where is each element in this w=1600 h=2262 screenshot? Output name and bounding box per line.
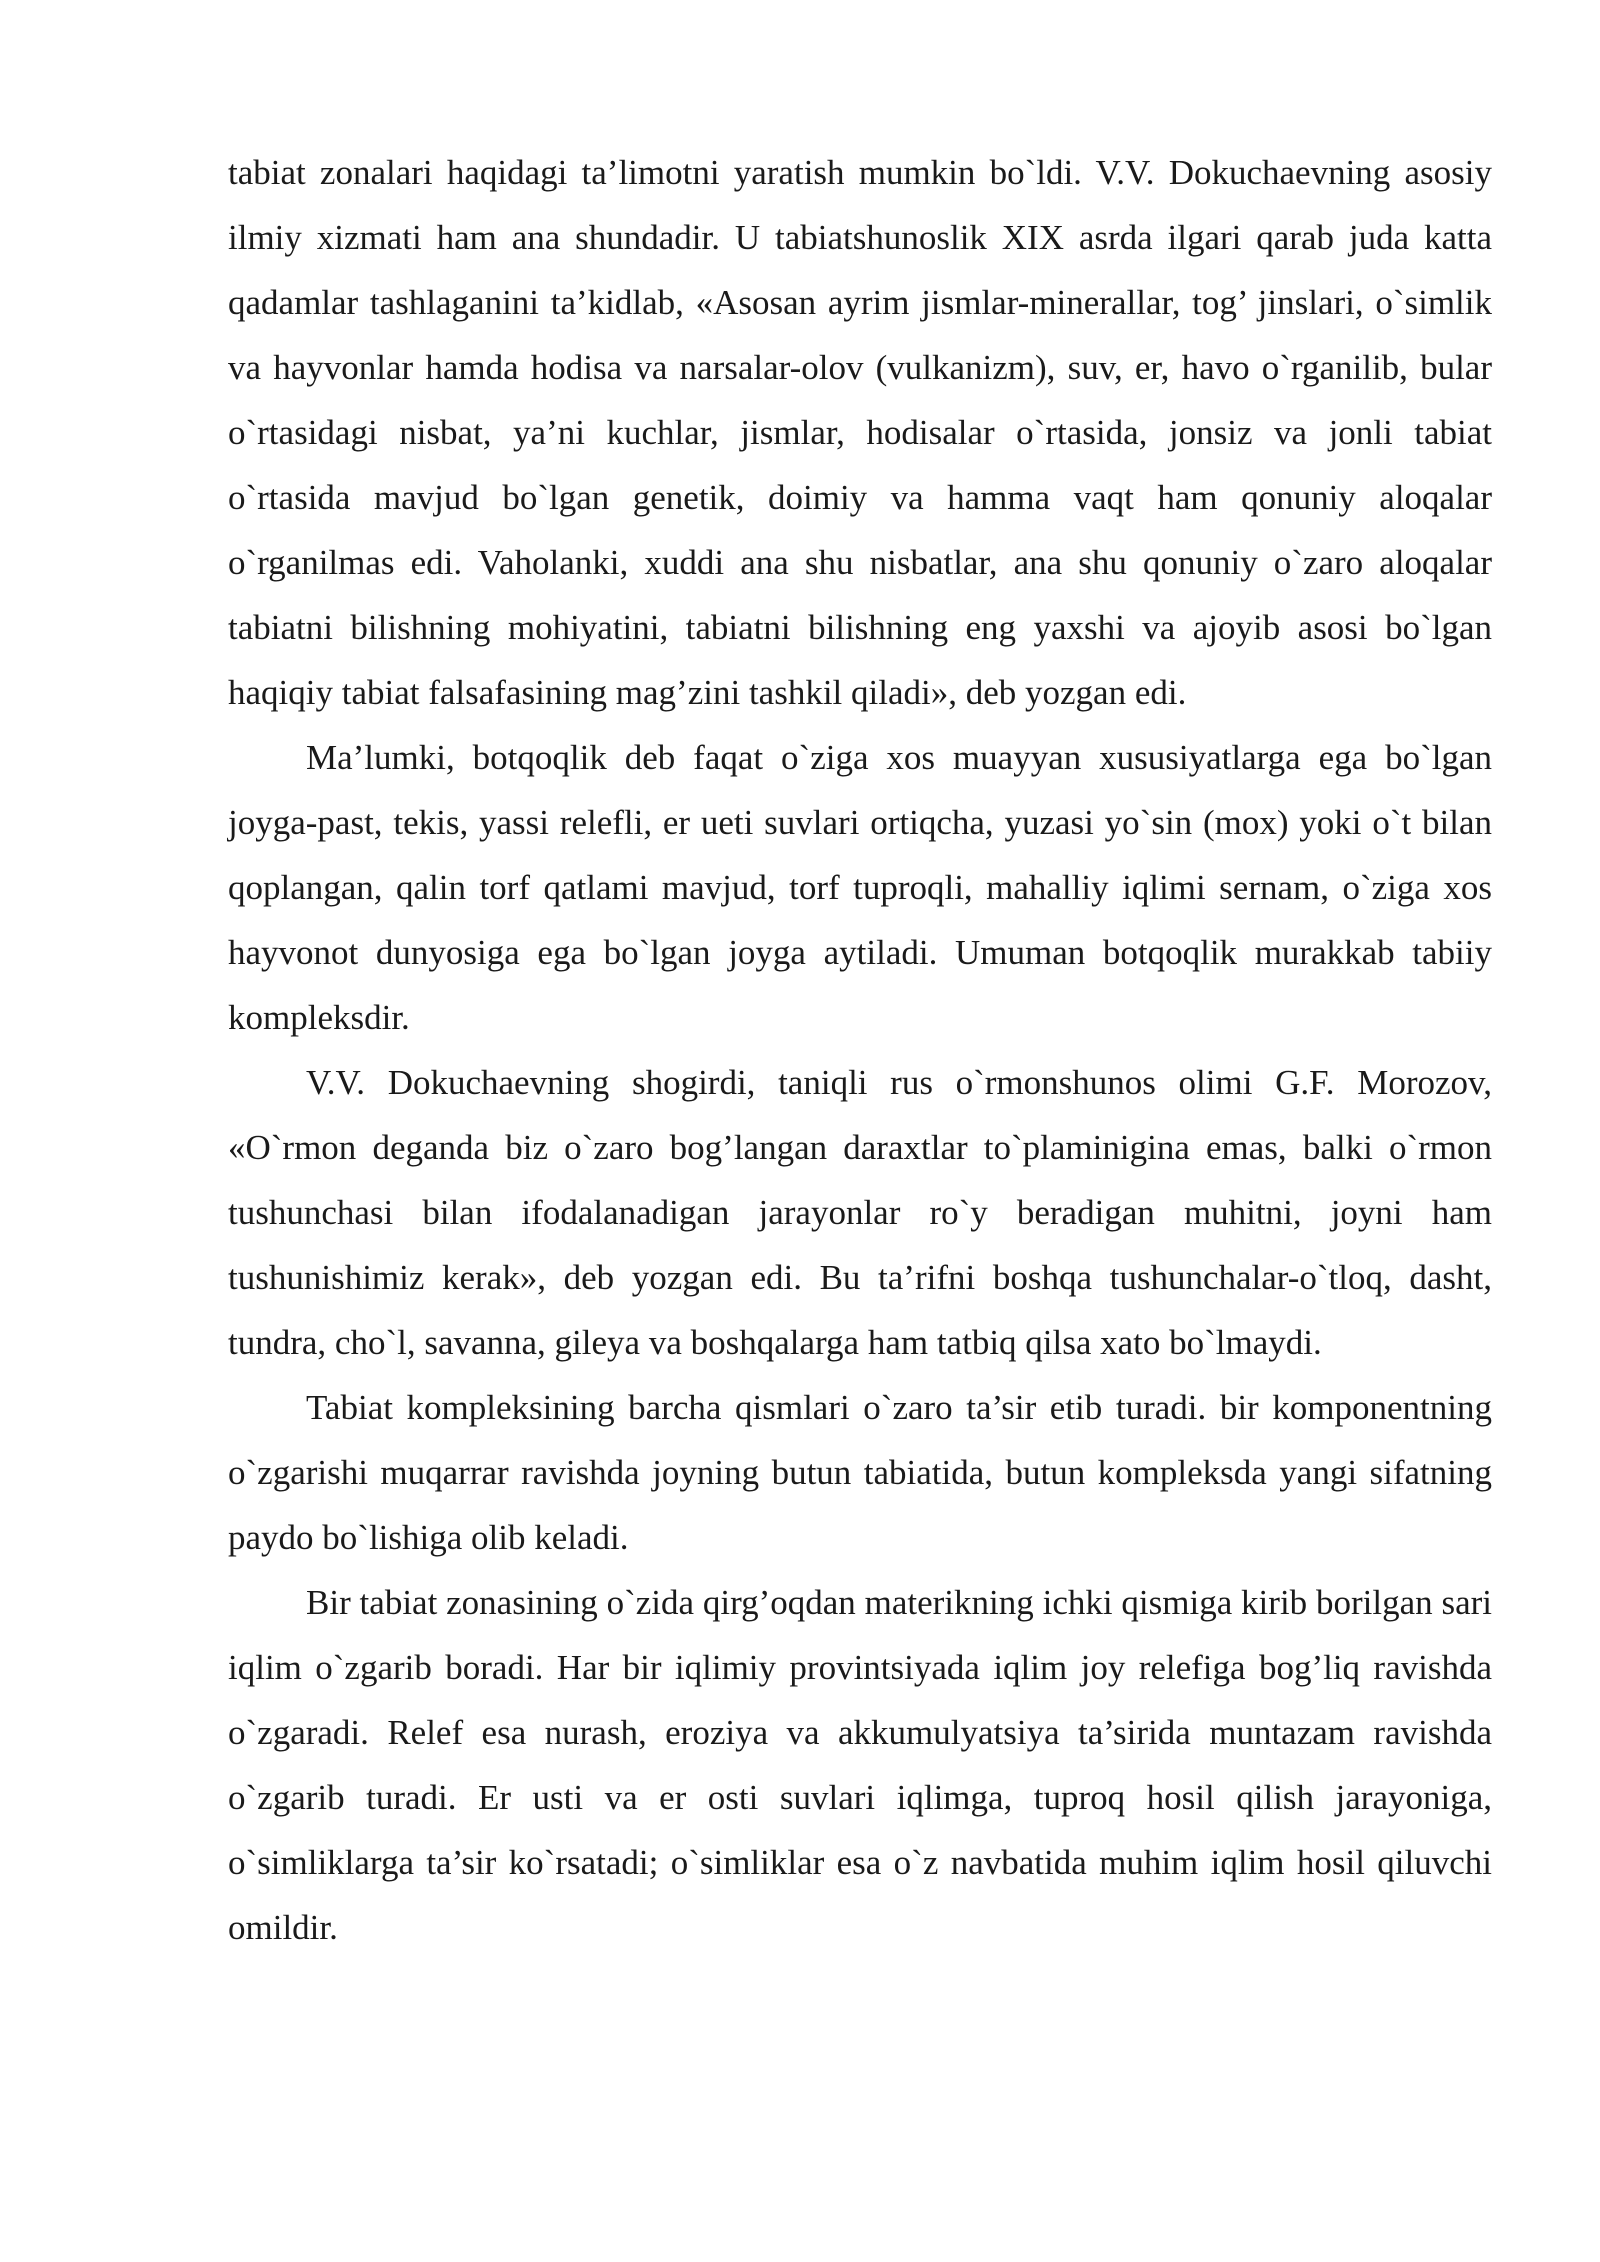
paragraph-1: tabiat zonalari haqidagi ta’limotni yaratish mumkin bo`ldi. V.V. Dokuchaevning asosiy ilmiy xizmati ham ana shundadir. U tabiatshunoslik XIX asrda ilgari qarab juda katta qadamlar tashlaganini ta’kidlab, «Asosan ayrim jismlar-minerallar, tog’ jinslari, o`simlik va hayvonlar hamda hodisa va narsalar-olov (vulkanizm), suv, er, havo o`rganilib, bular o`rtasidagi nisbat, ya’ni kuchlar, jismlar, hodisalar o`rtasida, jonsiz va jonli tabiat o`rtasida mavjud bo`lgan genetik, doimiy va hamma vaqt ham qonuniy aloqalar o`rganilmas edi. Vaholanki, xuddi ana shu nisbatlar, ana shu qonuniy o`zaro aloqalar tabiatni bilishning mohiyatini, tabiatni bilishning eng yaxshi va ajoyib asosi bo`lgan haqiqiy tabiat falsafasining mag’zini tashkil qiladi», deb yozgan edi. xyxy=(228,153,1492,712)
document-page xyxy=(228,140,1492,1960)
paragraph-3: V.V. Dokuchaevning shogirdi, taniqli rus o`rmonshunos olimi G.F. Morozov, «O`rmon deganda biz o`zaro bog’langan daraxtlar to`plaminigina emas, balki o`rmon tushunchasi bilan ifodalanadigan jarayonlar ro`y beradigan muhitni, joyni ham tushunishimiz kerak», deb yozgan edi. Bu ta’rifni boshqa tushunchalar-o`tloq, dasht, tundra, cho`l, savanna, gileya va boshqalarga ham tatbiq qilsa xato bo`lmaydi. xyxy=(228,1063,1492,1362)
paragraph-5: Bir tabiat zonasining o`zida qirg’oqdan materikning ichki qismiga kirib borilgan sari iqlim o`zgarib boradi. Har bir iqlimiy provintsiyada iqlim joy relefiga bog’liq ravishda o`zgaradi. Relef esa nurash, eroziya va akkumulyatsiya ta’sirida muntazam ravishda o`zgarib turadi. Er usti va er osti suvlari iqlimga, tuproq hosil qilish jarayoniga, o`simliklarga ta’sir ko`rsatadi; o`simliklar esa o`z navbatida muhim iqlim hosil qiluvchi omildir. xyxy=(228,1583,1492,1947)
paragraph-4: Tabiat kompleksining barcha qismlari o`zaro ta’sir etib turadi. bir komponentning o`zgarishi muqarrar ravishda joyning butun tabiatida, butun kompleksda yangi sifatning paydo bo`lishiga olib keladi. xyxy=(228,1388,1492,1557)
paragraph-2: Ma’lumki, botqoqlik deb faqat o`ziga xos muayyan xususiyatlarga ega bo`lgan joyga-past, tekis, yassi relefli, er ueti suvlari ortiqcha, yuzasi yo`sin (mox) yoki o`t bilan qoplangan, qalin torf qatlami mavjud, torf tuproqli, mahalliy iqlimi sernam, o`ziga xos hayvonot dunyosiga ega bo`lgan joyga aytiladi. Umuman botqoqlik murakkab tabiiy kompleksdir. xyxy=(228,738,1492,1037)
